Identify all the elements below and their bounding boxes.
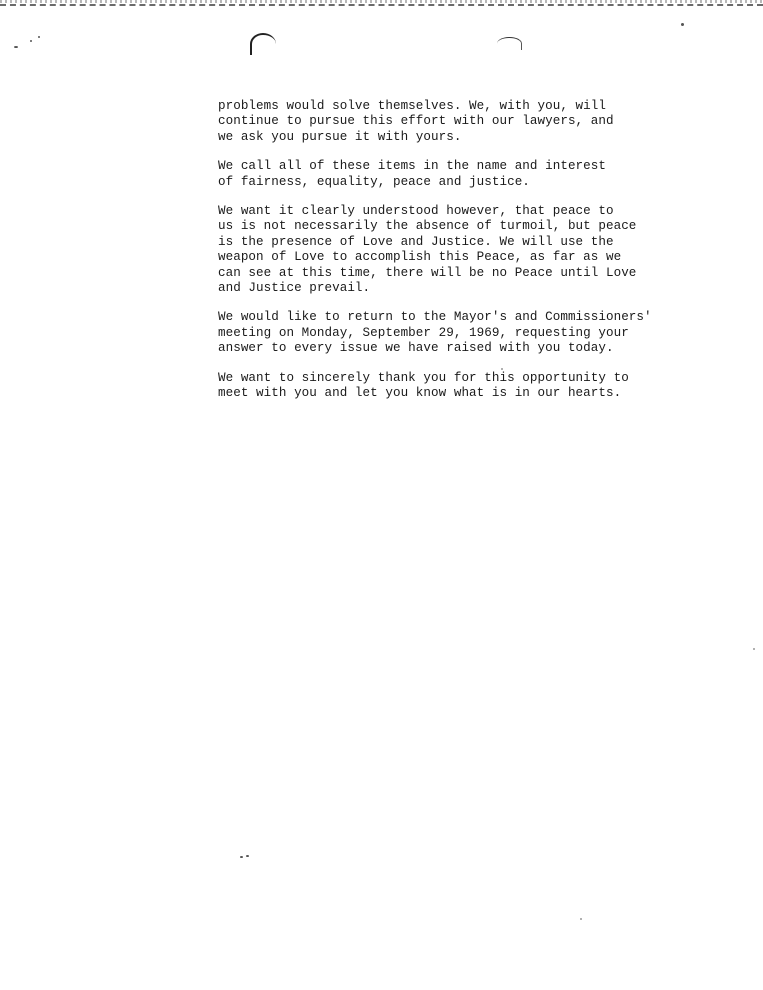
text-line: meet with you and let you know what is in our hearts. — [218, 386, 622, 401]
binder-hole-mark-right — [497, 37, 522, 50]
text-line: We want it clearly understood however, that peace to — [218, 204, 614, 219]
paragraph-thanks — [218, 371, 648, 402]
text-line: We want to sincerely thank you for this opportunity to — [218, 370, 629, 385]
text-line: we ask you pursue it with yours. — [218, 129, 462, 144]
scan-speck — [240, 856, 243, 858]
text-line: We call all of these items in the name and interest — [218, 159, 606, 174]
paragraph-fairness — [218, 159, 648, 190]
paragraph-closing-problems — [218, 99, 648, 145]
page-top-edge — [0, 4, 763, 6]
paragraph-meeting-request — [218, 310, 652, 356]
text-line: us is not necessarily the absence of turmoil, but peace — [218, 219, 637, 234]
binder-hole-mark-left — [250, 33, 276, 55]
text-line: problems would solve themselves. We, with you, will — [218, 99, 606, 113]
scan-speck — [30, 40, 32, 42]
text-line: of fairness, equality, peace and justice. — [218, 174, 530, 189]
text-line: We would like to return to the Mayor's and Commissioners' — [218, 310, 652, 325]
text-line: continue to pursue this effort with our lawyers, and — [218, 114, 614, 129]
page-top-perforation — [0, 0, 763, 3]
scan-speck — [580, 918, 582, 920]
text-line: is the presence of Love and Justice. We will use the — [218, 234, 614, 249]
text-line: meeting on Monday, September 29, 1969, requesting your — [218, 325, 629, 340]
letter-body — [218, 99, 652, 402]
scan-speck — [753, 648, 755, 650]
scan-speck — [38, 36, 40, 38]
scan-speck — [246, 855, 249, 857]
scan-speck — [681, 23, 684, 26]
text-line: can see at this time, there will be no Peace until Love — [218, 265, 637, 280]
paragraph-peace — [218, 204, 648, 296]
scan-speck — [14, 46, 18, 48]
text-line: answer to every issue we have raised with you today. — [218, 341, 614, 356]
text-line: weapon of Love to accomplish this Peace, as far as we — [218, 250, 622, 265]
text-line: and Justice prevail. — [218, 281, 371, 296]
